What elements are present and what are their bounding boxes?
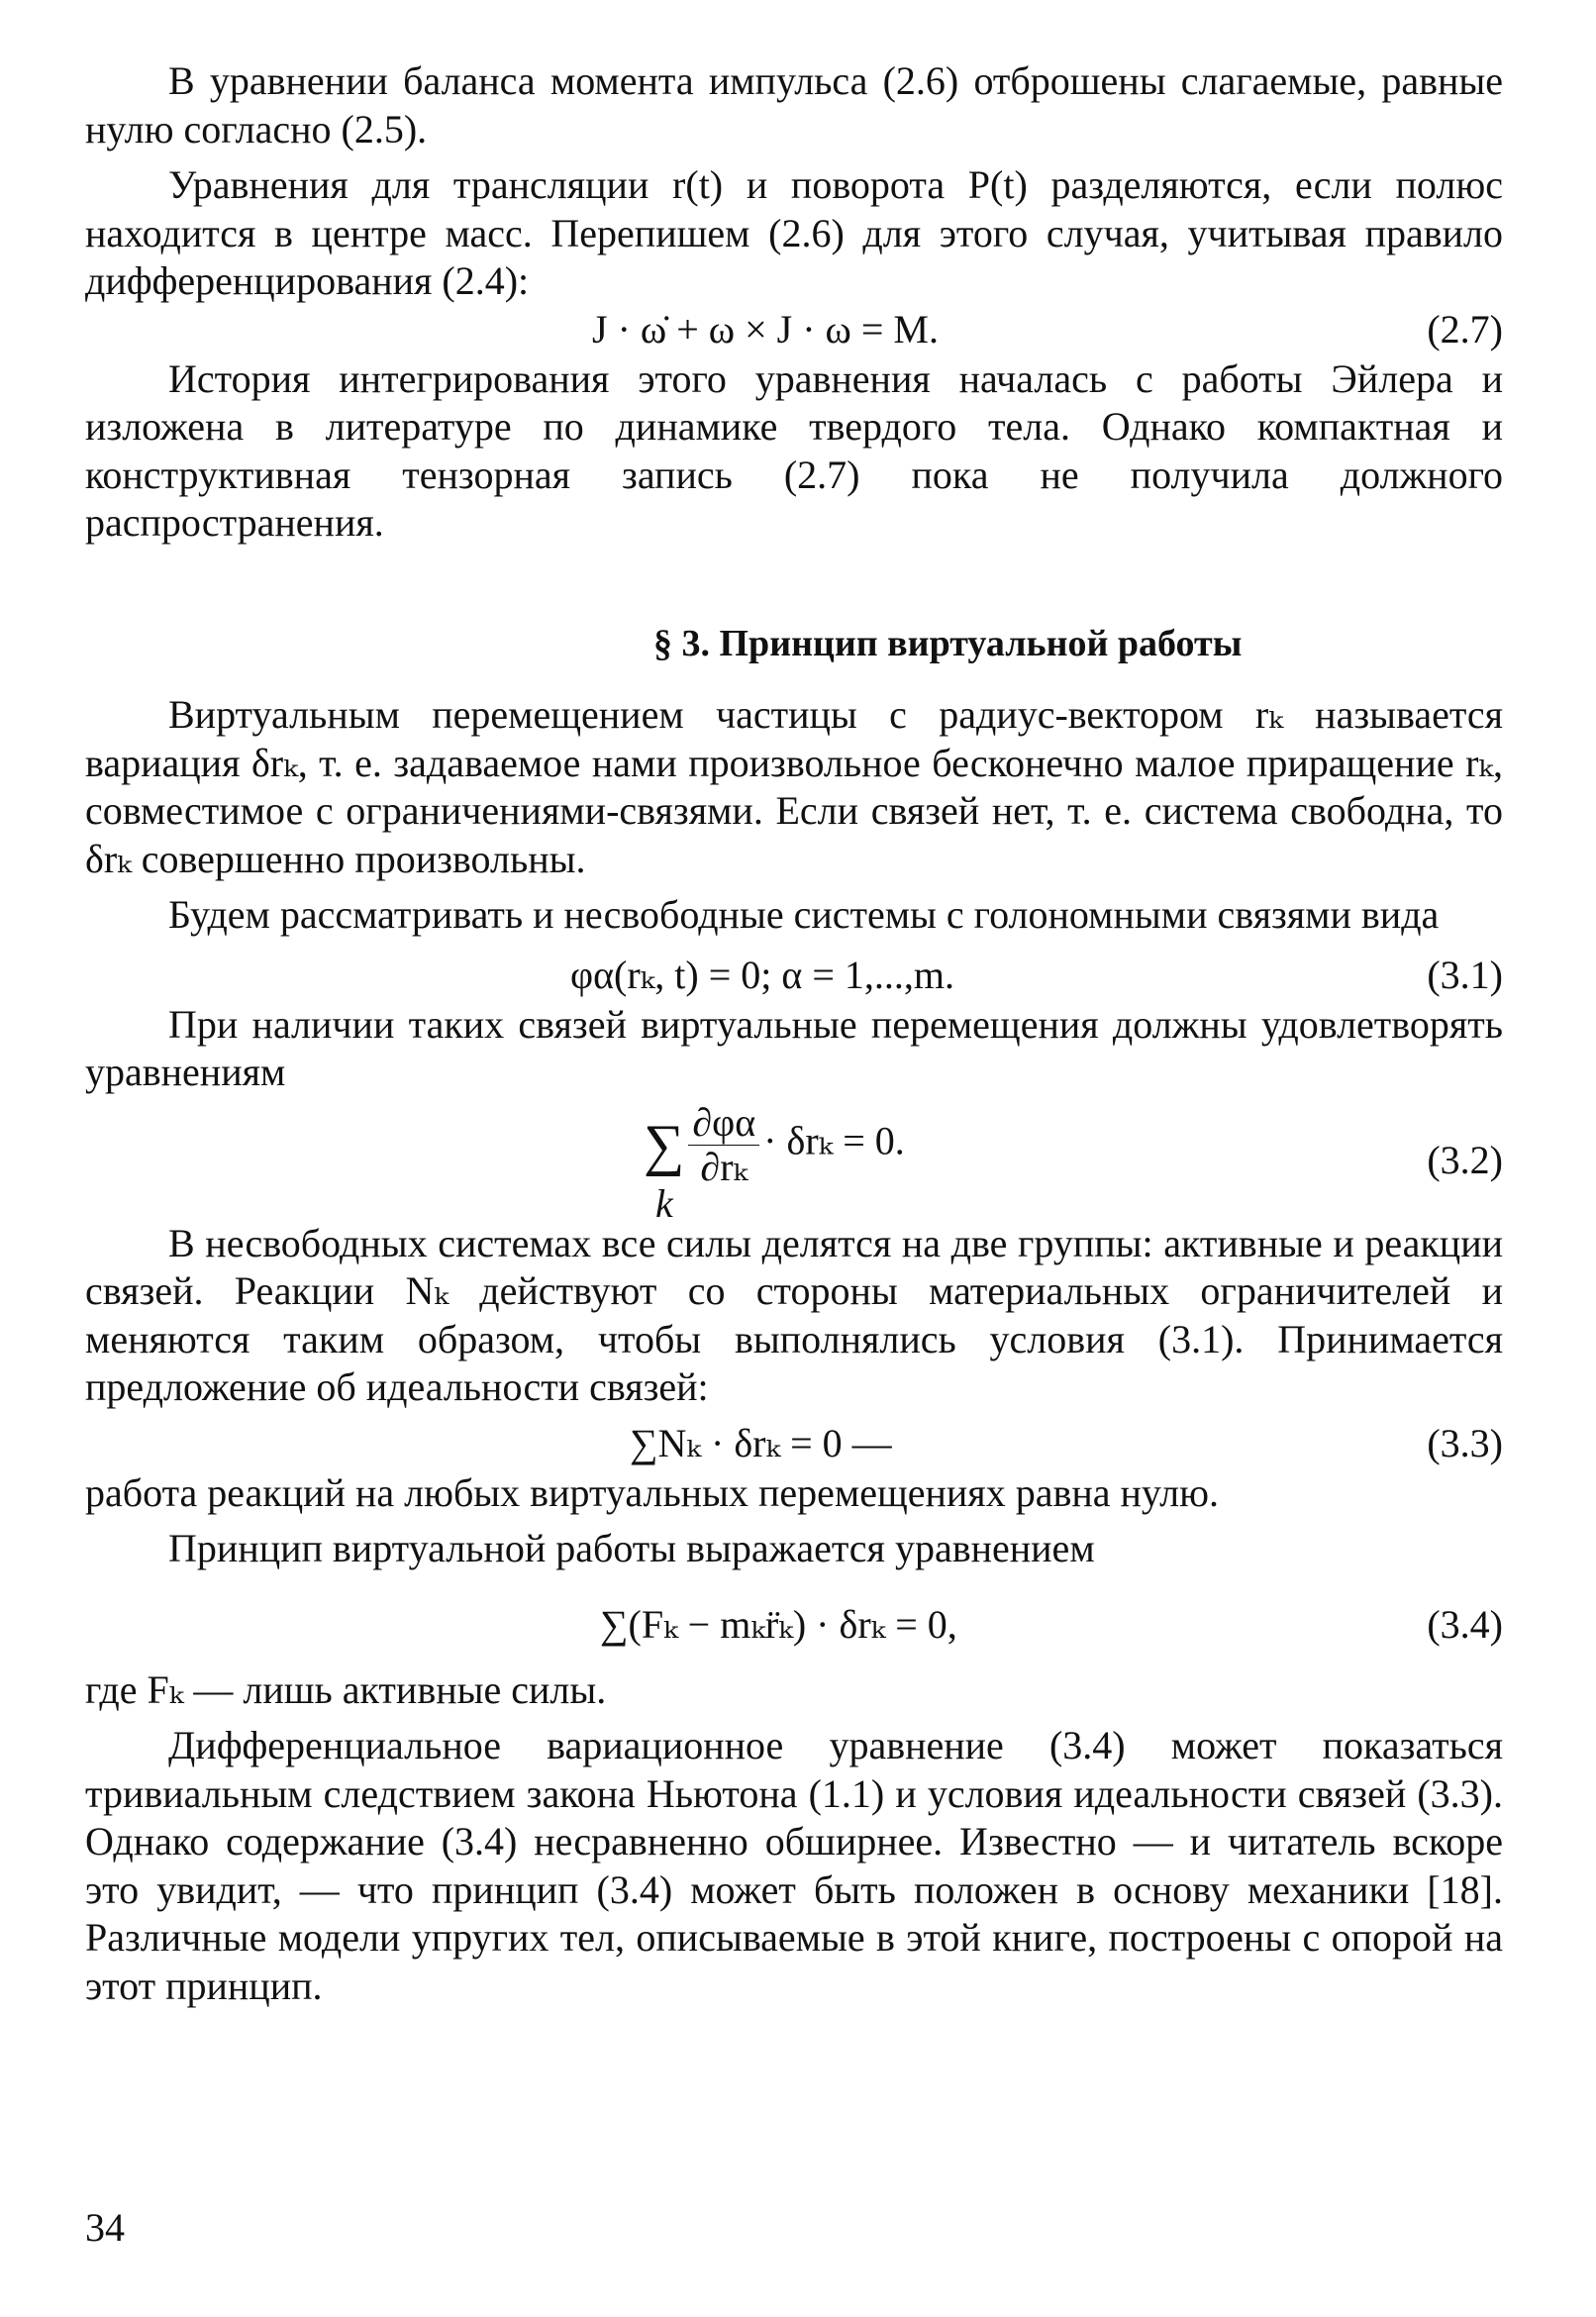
text-block-1 (85, 57, 1503, 548)
fraction-denominator: ∂rₖ (700, 1144, 748, 1189)
sum-symbol: ∑ (644, 1112, 685, 1176)
paragraph-7: В несвободных системах все силы делятся на две группы: активные и реакции связей. Реакции Nₖ действуют со стороны материальных ограничителей и меняются таким образом, чтобы выполнялись условия (3.1). Принимается предложение об идеальности связей: (85, 1220, 1503, 1409)
equation-2-7 (85, 306, 1503, 355)
equation-3-3-body: ∑Nₖ · δrₖ = 0 — (630, 1420, 892, 1465)
text-block-2 (85, 691, 1503, 2010)
equation-3-2-number: (3.2) (1427, 1137, 1503, 1182)
paragraph-3: История интегрирования этого уравнения началась с работы Эйлера и изложена в литературе по динамике твердого тела. Однако компактная и конструктивная тензорная запись (2.7) пока не получила должного распространения. (85, 355, 1503, 545)
equation-2-7-number: (2.7) (1427, 306, 1503, 352)
paragraph-4: Виртуальным перемещением частицы с радиус-вектором rₖ называется вариация δrₖ, т. е. задаваемое нами произвольное бесконечно малое приращение rₖ, совместимое с ограничениями-связями. Если связей нет, т. е. система свободна, то δrₖ совершенно произвольны. (85, 692, 1503, 881)
paragraph-6: При наличии таких связей виртуальные перемещения должны удовлетворять уравнениям (85, 1001, 1503, 1094)
paragraph-9: Принцип виртуальной работы выражается уравнением (168, 1526, 1095, 1570)
equation-3-4-body: ∑(Fₖ − mₖr̈ₖ) · δrₖ = 0, (600, 1601, 957, 1647)
paragraph-8: работа реакций на любых виртуальных перемещениях равна нулю. (85, 1469, 1219, 1515)
section-heading: § 3. Принцип виртуальной работы (653, 623, 1243, 664)
equation-3-2 (85, 1097, 1503, 1226)
equation-3-3 (85, 1420, 1503, 1469)
equation-3-1 (85, 952, 1503, 1001)
equation-2-7-body: J · ω̇ + ω × J · ω = M. (592, 306, 939, 352)
equation-3-2-body (644, 1101, 905, 1189)
equation-3-2-rest: · δrₖ = 0. (763, 1118, 905, 1163)
equation-3-1-number: (3.1) (1427, 952, 1503, 997)
page-number: 34 (85, 2205, 125, 2250)
paragraph-5: Будем рассматривать и несвободные системы с голономными связями вида (168, 892, 1440, 937)
paragraph-1: В уравнении баланса момента импульса (2.6) отброшены слагаемые, равные нулю согласно (2.5). (85, 58, 1503, 151)
equation-3-4-number: (3.4) (1427, 1601, 1503, 1647)
sum-subscript: k (655, 1180, 673, 1226)
fraction (688, 1101, 759, 1189)
paragraph-11: Дифференциальное вариационное уравнение (3.4) может показаться тривиальным следствием закона Ньютона (1.1) и условия идеальности связей (3.3). Однако содержание (3.4) несравненно обширнее. Известно — и читатель вскоре это увидит, — что принцип (3.4) может быть положен в основу механики [18]. Различные модели упругих тел, описываемые в этой книге, построены с опорой на этот принцип. (85, 1723, 1503, 2008)
paragraph-2: Уравнения для трансляции r(t) и поворота P(t) разделяются, если полюс находится в центре масс. Перепишем (2.6) для этого случая, учитывая правило дифференцирования (2.4): (85, 162, 1503, 303)
equation-3-4 (85, 1601, 1503, 1666)
equation-3-3-number: (3.3) (1427, 1420, 1503, 1465)
fraction-numerator: ∂φα (688, 1101, 759, 1146)
paragraph-10: где Fₖ — лишь активные силы. (85, 1666, 607, 1712)
equation-3-1-body: φα(rₖ, t) = 0; α = 1,...,m. (570, 952, 955, 997)
